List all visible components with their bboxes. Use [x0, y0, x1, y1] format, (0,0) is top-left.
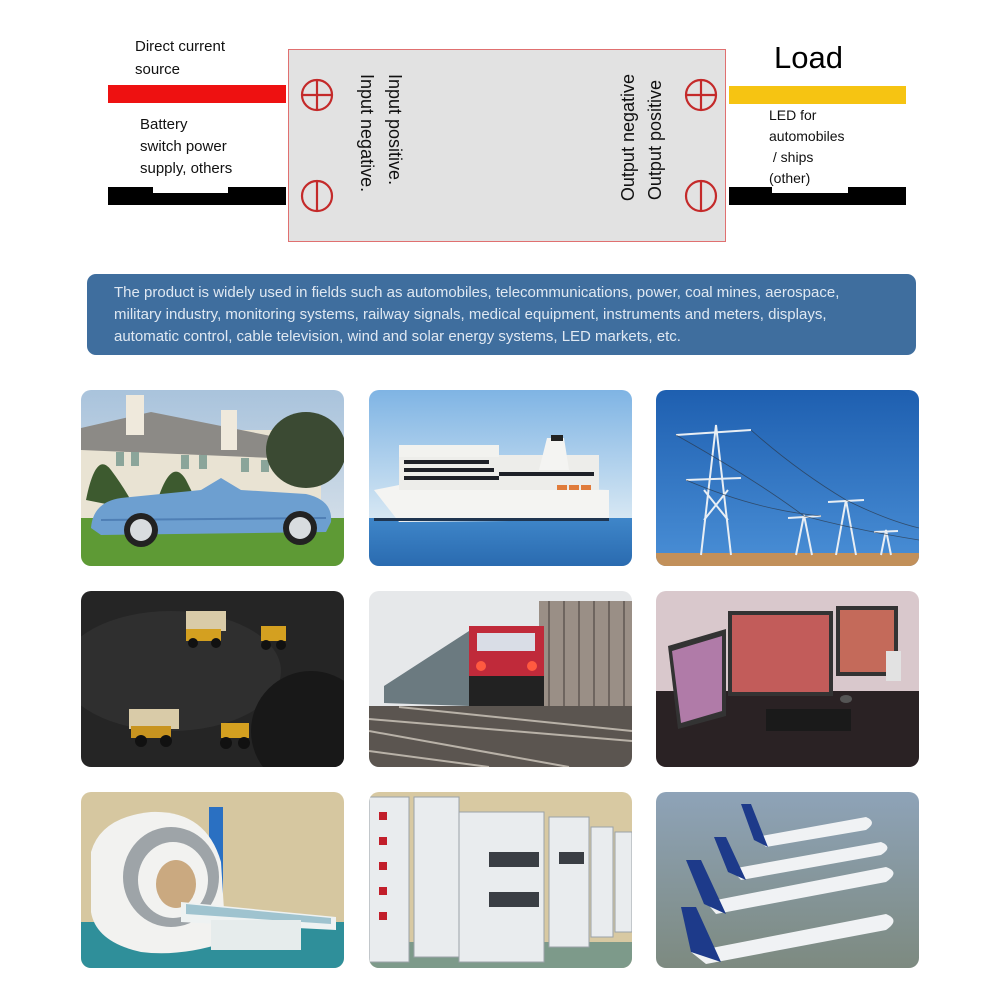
dc-source-label	[135, 35, 225, 81]
load-title: Load	[774, 40, 843, 75]
input-positive-label: Input positive.	[385, 74, 405, 186]
dc-source-label-line2: source	[135, 61, 181, 78]
output-negative-wire	[729, 187, 906, 205]
photo-displays	[656, 591, 919, 767]
output-positive-terminal-icon	[684, 78, 718, 112]
output-negative-label: Output negative	[618, 74, 638, 202]
wire-notch	[772, 187, 848, 193]
converter-module	[288, 49, 726, 242]
input-examples-label	[140, 114, 232, 180]
photo-power-towers	[656, 390, 919, 566]
dc-source-label-line1: Direct current	[135, 38, 226, 55]
output-examples-line3: / ships	[769, 149, 814, 165]
output-examples-line2: automobiles	[769, 128, 845, 144]
input-negative-label: Input negative.	[357, 74, 377, 193]
wire-notch	[153, 187, 228, 193]
banner-line-3: automatic control, cable television, wind and solar energy systems, LED markets, etc.	[114, 328, 681, 345]
input-negative-terminal-icon	[300, 179, 334, 213]
photo-ship	[369, 390, 632, 566]
photo-switchgear-cabinets	[369, 792, 632, 968]
banner-line-1: The product is widely used in fields such as automobiles, telecommunications, power, coal mines, aerospace,	[114, 284, 840, 301]
output-positive-label: Output positive	[645, 80, 665, 201]
photo-mri-scanner	[81, 792, 344, 968]
output-examples-line4: (other)	[769, 170, 811, 186]
output-negative-terminal-icon	[684, 179, 718, 213]
input-positive-wire	[108, 85, 286, 103]
output-examples-line1: LED for	[769, 107, 817, 123]
input-examples-line2: switch power	[140, 138, 227, 155]
photo-automobile	[81, 390, 344, 566]
output-examples-label	[769, 105, 845, 189]
photo-airliners	[656, 792, 919, 968]
output-positive-wire	[729, 86, 906, 104]
photo-coal-mine	[81, 591, 344, 767]
input-positive-terminal-icon	[300, 78, 334, 112]
input-negative-wire	[108, 187, 286, 205]
input-examples-line1: Battery	[140, 116, 188, 133]
photo-railway	[369, 591, 632, 767]
input-examples-line3: supply, others	[140, 160, 233, 177]
applications-banner	[87, 274, 916, 355]
banner-line-2: military industry, monitoring systems, railway signals, medical equipment, instruments and meters, displays,	[114, 306, 827, 323]
